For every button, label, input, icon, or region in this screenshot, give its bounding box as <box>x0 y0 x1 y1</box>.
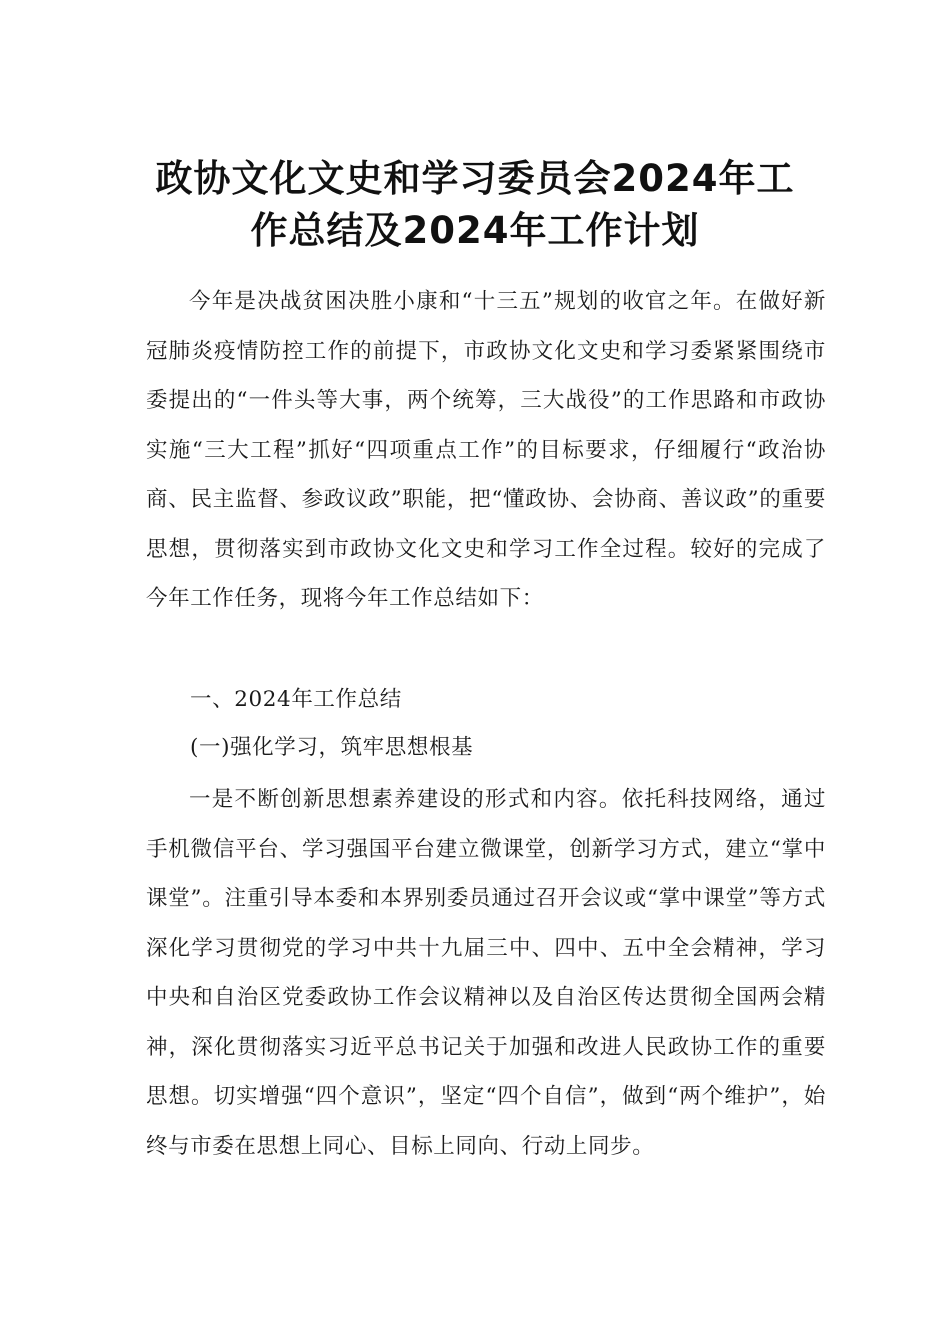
section-heading: 一、2024年工作总结 <box>190 687 402 712</box>
body-paragraph: 一是不断创新思想素养建设的形式和内容。依托科技网络，通过手机微信平台、学习强国平台建立微课堂，创新学习方式，建立“掌中课堂”。注重引导本委和本界别委员通过召开会议或“掌中课堂”等方式深化学习贯彻党的学习中共十九届三中、四中、五中全会精神，学习中央和自治区党委政协工作会议精神以及自治区传达贯彻全国两会精神，深化贯彻落实习近平总书记关于加强和改进人民政协工作的重要思想。切实增强“四个意识”，坚定“四个自信”，做到“两个维护”，始终与市委在思想上同心、目标上同向、行动上同步。 <box>146 787 826 1159</box>
document-title <box>140 153 810 257</box>
title-line-1: 政协文化文史和学习委员会2024年工 <box>155 156 795 200</box>
subsection-heading: (一)强化学习，筑牢思想根基 <box>190 735 474 760</box>
title-line-2: 作总结及2024年工作计划 <box>250 208 700 252</box>
intro-paragraph: 今年是决战贫困决胜小康和“十三五”规划的收官之年。在做好新冠肺炎疫情防控工作的前提下，市政协文化文史和学习委紧紧围绕市委提出的“一件头等大事，两个统筹，三大战役”的工作思路和市政协实施“三大工程”抓好“四项重点工作”的目标要求，仔细履行“政治协商、民主监督、参政议政”职能，把“懂政协、会协商、善议政”的重要思想，贯彻落实到市政协文化文史和学习工作全过程。较好的完成了今年工作任务，现将今年工作总结如下： <box>146 289 826 611</box>
